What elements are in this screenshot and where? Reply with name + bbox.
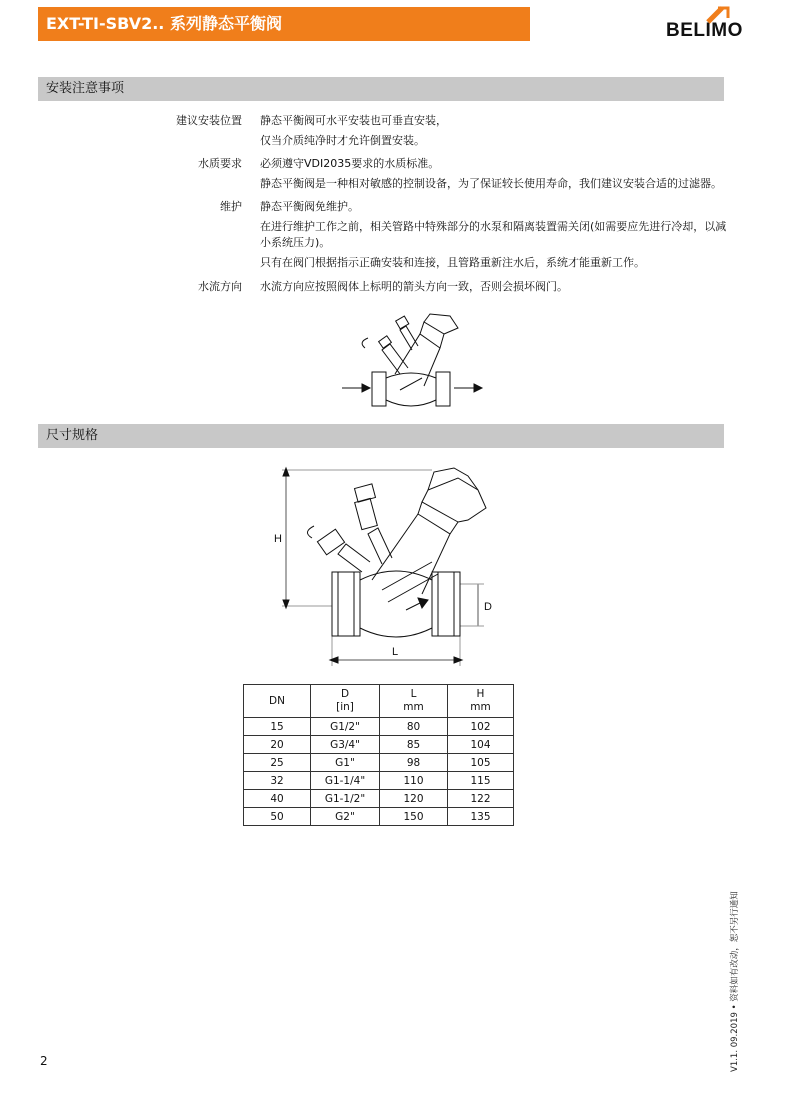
cell-d: G1/2" bbox=[311, 718, 380, 736]
cell-dn: 50 bbox=[244, 808, 311, 826]
flow-direction-diagram bbox=[340, 308, 490, 420]
text-line: 只有在阀门根据指示正确安装和连接，且管路重新注水后，系统才能重新工作。 bbox=[260, 256, 645, 269]
cell-d: G1-1/2" bbox=[311, 790, 380, 808]
header-h: H mm bbox=[448, 685, 514, 718]
table-row bbox=[244, 754, 514, 772]
cell-h: 135 bbox=[448, 808, 514, 826]
text-line: 仅当介质纯净时才允许倒置安装。 bbox=[260, 134, 425, 147]
cell-l: 110 bbox=[380, 772, 448, 790]
header-dn: DN bbox=[244, 685, 311, 718]
section-heading-dimensions: 尺寸规格 bbox=[38, 424, 724, 448]
section-heading-install: 安装注意事项 bbox=[38, 77, 724, 101]
row-label-position: 建议安装位置 bbox=[176, 114, 242, 127]
cell-l: 80 bbox=[380, 718, 448, 736]
cell-dn: 40 bbox=[244, 790, 311, 808]
text-line: 水流方向应按照阀体上标明的箭头方向一致，否则会损坏阀门。 bbox=[260, 280, 568, 293]
row-text-maintenance bbox=[260, 199, 730, 275]
cell-h: 122 bbox=[448, 790, 514, 808]
table-row bbox=[244, 772, 514, 790]
row-text-position bbox=[260, 113, 730, 153]
cell-d: G3/4" bbox=[311, 736, 380, 754]
text-line: 静态平衡阀是一种相对敏感的控制设备，为了保证较长使用寿命，我们建议安装合适的过滤器。 bbox=[260, 177, 722, 190]
document-title: EXT-TI-SBV2.. 系列静态平衡阀 bbox=[38, 7, 530, 41]
belimo-logo bbox=[666, 4, 766, 48]
text-line: 在进行维护工作之前，相关管路中特殊部分的水泵和隔离装置需关闭(如需要应先进行冷却，以减小系统压力)。 bbox=[260, 220, 727, 249]
table-row bbox=[244, 736, 514, 754]
header-d: D [in] bbox=[311, 685, 380, 718]
cell-dn: 15 bbox=[244, 718, 311, 736]
table-row bbox=[244, 790, 514, 808]
row-label-maintenance: 维护 bbox=[220, 200, 242, 213]
table-row bbox=[244, 808, 514, 826]
cell-h: 102 bbox=[448, 718, 514, 736]
valve-dimension-drawing bbox=[272, 462, 502, 672]
cell-l: 120 bbox=[380, 790, 448, 808]
header-l: L mm bbox=[380, 685, 448, 718]
table-row bbox=[244, 718, 514, 736]
version-note: V1.1. 09.2019 • 资料如有改动，恕不另行通知 bbox=[730, 891, 740, 1072]
cell-dn: 20 bbox=[244, 736, 311, 754]
brand-mark-icon bbox=[706, 4, 736, 24]
cell-l: 85 bbox=[380, 736, 448, 754]
table-header-row bbox=[244, 685, 514, 718]
row-text-water bbox=[260, 156, 730, 196]
cell-d: G2" bbox=[311, 808, 380, 826]
cell-h: 115 bbox=[448, 772, 514, 790]
page-number: 2 bbox=[40, 1054, 48, 1068]
row-label-water: 水质要求 bbox=[198, 157, 242, 170]
dim-label-d: D bbox=[484, 601, 492, 613]
dim-label-h: H bbox=[274, 533, 282, 545]
dim-label-l: L bbox=[392, 646, 399, 658]
cell-d: G1" bbox=[311, 754, 380, 772]
cell-h: 105 bbox=[448, 754, 514, 772]
row-label-flow: 水流方向 bbox=[198, 280, 242, 293]
cell-d: G1-1/4" bbox=[311, 772, 380, 790]
cell-l: 98 bbox=[380, 754, 448, 772]
cell-h: 104 bbox=[448, 736, 514, 754]
cell-l: 150 bbox=[380, 808, 448, 826]
text-line: 静态平衡阀可水平安装也可垂直安装， bbox=[260, 114, 447, 127]
row-text-flow bbox=[260, 279, 730, 299]
text-line: 必须遵守VDI2035要求的水质标准。 bbox=[260, 157, 440, 170]
cell-dn: 25 bbox=[244, 754, 311, 772]
brand-name: BELIMO bbox=[666, 20, 743, 41]
text-line: 静态平衡阀免维护。 bbox=[260, 200, 359, 213]
dimensions-table bbox=[243, 684, 514, 826]
cell-dn: 32 bbox=[244, 772, 311, 790]
